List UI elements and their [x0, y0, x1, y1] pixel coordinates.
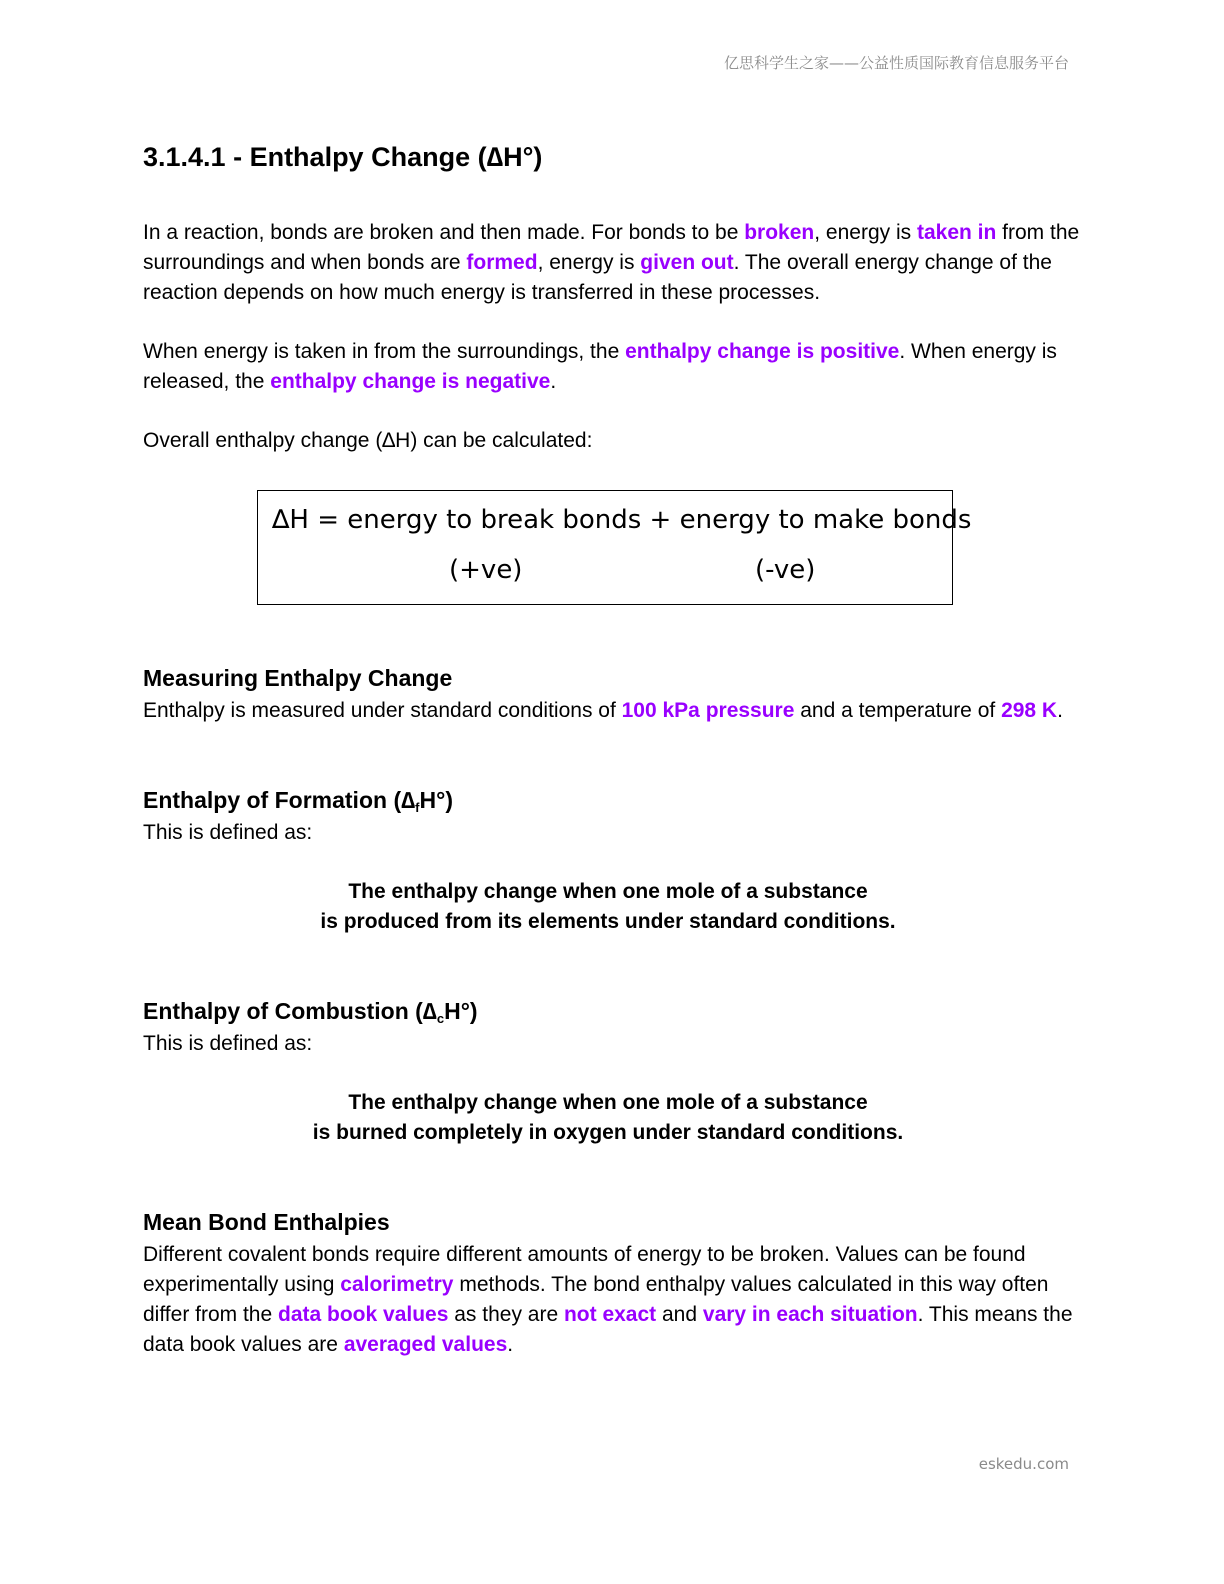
- heading-bond-enthalpies: Mean Bond Enthalpies: [143, 1209, 390, 1235]
- text-run: methods. The bond enthalpy values calculated in this way often differ from the: [143, 1273, 1049, 1326]
- formation-intro: This is defined as:: [143, 821, 313, 844]
- highlight-data-book: data book values: [278, 1303, 449, 1326]
- bond-paragraph: [143, 1240, 1083, 1360]
- highlight-averaged: averaged values: [343, 1333, 508, 1356]
- text-run: Different covalent bonds require different amounts of energy to be broken. Values can be found experimentally using: [143, 1243, 1026, 1296]
- heading-text: Enthalpy of Combustion (∆: [143, 998, 437, 1024]
- highlight-taken-in: taken in: [916, 221, 997, 244]
- highlight-calorimetry: calorimetry: [340, 1273, 454, 1296]
- highlight-broken: broken: [744, 221, 815, 244]
- break-bonds-sign: (+ve): [449, 555, 523, 585]
- highlight-not-exact: not exact: [563, 1303, 657, 1326]
- text-run: , energy is: [814, 221, 917, 244]
- heading-text: H°): [444, 998, 478, 1024]
- measuring-paragraph: [143, 696, 1083, 726]
- highlight-given-out: given out: [640, 251, 734, 274]
- subscript-c: c: [436, 1011, 445, 1026]
- text-run: .: [1057, 699, 1063, 722]
- page-title: 3.1.4.1 - Enthalpy Change (∆H°): [143, 142, 543, 172]
- definition-line: is produced from its elements under standard conditions.: [320, 910, 896, 933]
- heading-measuring: Measuring Enthalpy Change: [143, 665, 453, 691]
- heading-formation: [143, 787, 453, 815]
- enthalpy-equation-box: [257, 490, 972, 605]
- text-run: , energy is: [537, 251, 641, 274]
- text-run: .: [507, 1333, 514, 1356]
- formation-definition: [143, 877, 1073, 937]
- text-run: When energy is taken in from the surroundings, the: [143, 340, 626, 363]
- text-run: . When energy is released, the: [143, 340, 1057, 393]
- highlight-positive: enthalpy change is positive: [625, 340, 900, 363]
- text-run: .: [550, 370, 557, 393]
- definition-line: The enthalpy change when one mole of a substance: [348, 880, 868, 903]
- highlight-temperature: 298 K: [1001, 699, 1058, 722]
- heading-combustion: [143, 998, 478, 1026]
- text-run: and: [656, 1303, 703, 1326]
- text-run: Enthalpy is measured under standard conditions of: [143, 699, 622, 722]
- intro-paragraph-calc: Overall enthalpy change (∆H) can be calculated:: [143, 429, 593, 452]
- text-run: from the surroundings and when bonds are: [143, 221, 1080, 274]
- intro-paragraph-sign: [143, 337, 1083, 397]
- highlight-formed: formed: [466, 251, 538, 274]
- text-run: . The overall energy change of the reaction depends on how much energy is transferred in these processes.: [143, 251, 1052, 304]
- equation-line: ∆H = energy to break bonds + energy to make bonds: [272, 505, 972, 535]
- page-header-note: 亿思科学生之家——公益性质国际教育信息服务平台: [723, 54, 1069, 72]
- text-run: as they are: [448, 1303, 564, 1326]
- intro-paragraph-bonds: [143, 218, 1083, 308]
- subscript-f: f: [415, 800, 420, 815]
- text-run: and a temperature of: [794, 699, 1002, 722]
- heading-text: H°): [419, 787, 453, 813]
- make-bonds-sign: (-ve): [755, 555, 816, 585]
- text-run: In a reaction, bonds are broken and then made. For bonds to be: [143, 221, 745, 244]
- page-footer-note: eskedu.com: [978, 1455, 1069, 1473]
- combustion-intro: This is defined as:: [143, 1032, 313, 1055]
- combustion-definition: [143, 1088, 1073, 1148]
- highlight-pressure: 100 kPa pressure: [621, 699, 795, 722]
- definition-line: The enthalpy change when one mole of a substance: [348, 1091, 868, 1114]
- text-run: . This means the data book values are: [143, 1303, 1073, 1356]
- highlight-negative: enthalpy change is negative: [270, 370, 551, 393]
- definition-line: is burned completely in oxygen under standard conditions.: [312, 1121, 904, 1144]
- highlight-vary: vary in each situation: [702, 1303, 918, 1326]
- heading-text: Enthalpy of Formation (∆: [143, 787, 416, 813]
